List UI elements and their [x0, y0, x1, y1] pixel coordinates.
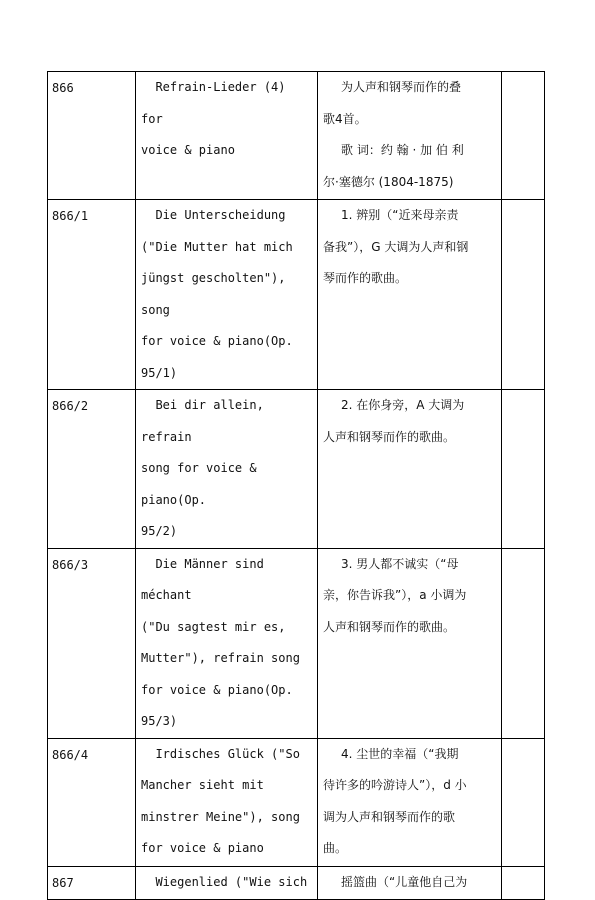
- chinese-description-cell: [318, 390, 502, 549]
- empty-notes-cell: [502, 390, 545, 549]
- chinese-description-cell: [318, 200, 502, 390]
- catalog-body: [48, 72, 545, 900]
- empty-notes-cell: [502, 72, 545, 200]
- table-row: [48, 200, 545, 390]
- chinese-description-cell: [318, 866, 502, 900]
- work-title-cell: [136, 866, 318, 900]
- chinese-description-cell: [318, 738, 502, 866]
- table-row: [48, 866, 545, 900]
- description-line: 4. 尘世的幸福（“我期: [341, 746, 459, 761]
- description-line: 1. 辨别（“近来母亲责: [341, 208, 459, 222]
- description-line: 摇篮曲（“儿童他自己为: [341, 874, 468, 889]
- catalog-number: 867: [52, 875, 74, 890]
- description-line: 为人声和钢琴而作的叠: [341, 80, 462, 94]
- table-row: [48, 548, 545, 738]
- description-line: 调为人声和钢琴而作的歌: [323, 809, 456, 824]
- description-line: 3. 男人都不诚实（“母: [341, 556, 459, 571]
- description-line: 亲，你告诉我”），a 小调为: [323, 588, 467, 602]
- work-title: Irdisches Glück ("So Mancher sieht mit minstrer Meine"), song for voice & piano: [141, 746, 300, 855]
- description-line: 备我”），G 大调为人声和钢: [323, 239, 469, 254]
- description-line: 2. 在你身旁，A 大调为: [341, 398, 465, 412]
- description-line: 歌4首。: [323, 111, 367, 126]
- catalog-number-cell: [48, 72, 136, 200]
- catalog-number-cell: [48, 866, 136, 900]
- catalog-number: 866/2: [52, 399, 89, 413]
- catalog-number: 866/1: [52, 209, 89, 223]
- catalog-table: [47, 71, 545, 900]
- chinese-description-cell: [318, 548, 502, 738]
- description-line: 歌 词：约 翰 · 加 伯 利: [341, 143, 464, 157]
- table-row: [48, 72, 545, 200]
- work-title-cell: [136, 72, 318, 200]
- work-title: Die Unterscheidung ("Die Mutter hat mich jüngst gescholten"), song for voice & piano(Op. 95/1): [141, 208, 293, 380]
- description-line: 人声和钢琴而作的歌曲。: [323, 429, 456, 444]
- work-title: Die Männer sind méchant ("Du sagtest mir es, Mutter"), refrain song for voice & piano(Op. 95/3): [141, 556, 300, 728]
- table-row: [48, 390, 545, 549]
- catalog-number: 866/4: [52, 747, 89, 762]
- table-row: [48, 738, 545, 866]
- catalog-number-cell: [48, 738, 136, 866]
- empty-notes-cell: [502, 866, 545, 900]
- empty-notes-cell: [502, 200, 545, 390]
- work-title: Bei dir allein, refrain song for voice & piano(Op. 95/2): [141, 398, 264, 538]
- chinese-description-cell: [318, 72, 502, 200]
- catalog-number: 866: [52, 81, 74, 95]
- empty-notes-cell: [502, 738, 545, 866]
- catalog-number-cell: [48, 390, 136, 549]
- catalog-number-cell: [48, 200, 136, 390]
- work-title-cell: [136, 548, 318, 738]
- catalog-number: 866/3: [52, 557, 89, 572]
- catalog-number-cell: [48, 548, 136, 738]
- work-title-cell: [136, 200, 318, 390]
- description-line: 人声和钢琴而作的歌曲。: [323, 619, 456, 634]
- work-title: Refrain-Lieder (4) for voice & piano: [141, 80, 286, 157]
- description-line: 尔·塞德尔 (1804-1875): [323, 174, 454, 189]
- description-line: 曲。: [323, 841, 348, 855]
- work-title: Wiegenlied ("Wie sich: [141, 874, 308, 889]
- work-title-cell: [136, 390, 318, 549]
- description-line: 待许多的吟游诗人”），d 小: [323, 778, 467, 792]
- empty-notes-cell: [502, 548, 545, 738]
- description-line: 琴而作的歌曲。: [323, 271, 408, 285]
- work-title-cell: [136, 738, 318, 866]
